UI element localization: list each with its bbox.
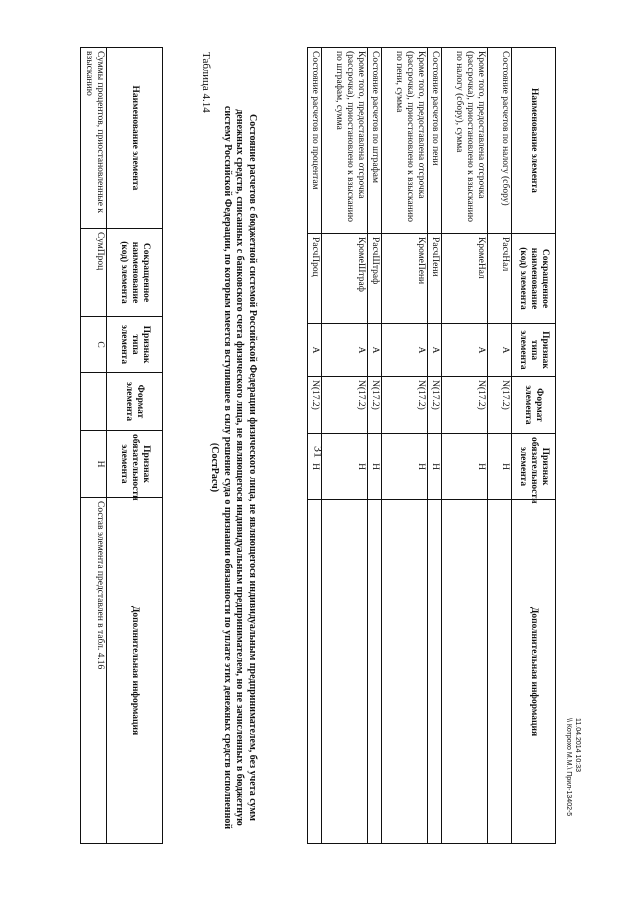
table-cell: Состояние расчетов по налогу (сбору) <box>488 48 512 234</box>
table-row <box>81 48 107 844</box>
table-main-header: Наименование элемента <box>512 48 556 234</box>
table-cell: А <box>382 324 428 377</box>
table-cell: РасчПроц <box>308 234 322 324</box>
table-cell: Н <box>368 434 382 500</box>
table-top-header: Наименование элемента <box>107 48 163 229</box>
table-row <box>368 48 382 844</box>
table-cell: Н <box>428 434 442 500</box>
table-cell: Состояние расчетов по штрафам <box>368 48 382 234</box>
table-row <box>308 48 322 844</box>
table-cell: КромеПени <box>382 234 428 324</box>
footer-file: \\ Котрохо М.М.\ Прил-13402-5 <box>565 718 572 817</box>
table-cell: Н <box>308 434 322 500</box>
table-top-header: Дополнительная информация <box>107 498 163 844</box>
table-cell <box>322 500 368 844</box>
table-cell: Н <box>442 434 488 500</box>
table-main-header: Формат элемента <box>512 377 556 434</box>
table-cell <box>382 500 428 844</box>
table-cell: А <box>308 324 322 377</box>
table-cell: N(17.2) <box>308 377 322 434</box>
table-cell <box>81 373 107 431</box>
table-row <box>322 48 368 844</box>
table-main-header: Сокращенное наименование (код) элемента <box>512 234 556 324</box>
table-cell: РасчНал <box>488 234 512 324</box>
table-cell: Суммы процентов, приостановленные к взысканию <box>81 48 107 229</box>
table-top-header: Формат элемента <box>107 373 163 431</box>
table-cell: РасчПени <box>428 234 442 324</box>
table-top-container <box>80 47 163 844</box>
table-main <box>307 47 556 844</box>
table-cell: А <box>368 324 382 377</box>
table-main-header: Дополнительная информация <box>512 500 556 844</box>
table-cell: Кроме того, предоставлена отсрочка (рассрочка), приостановлено к взысканию по пени, сумма <box>382 48 428 234</box>
table-cell: А <box>428 324 442 377</box>
table-cell: КромеШтраф <box>322 234 368 324</box>
table-cell <box>368 500 382 844</box>
footer-container <box>564 718 582 816</box>
table-cell: N(17.2) <box>368 377 382 434</box>
table-row <box>382 48 428 844</box>
table-cell: Н <box>81 431 107 498</box>
table-cell: Н <box>382 434 428 500</box>
table-cell: N(17.2) <box>428 377 442 434</box>
table-cell: N(17.2) <box>488 377 512 434</box>
table-top <box>80 47 163 844</box>
table-main-container <box>307 47 556 844</box>
table-cell: N(17.2) <box>442 377 488 434</box>
table-top-header: Сокращенное наименование (код) элемента <box>107 229 163 317</box>
table-cell: Состав элемента представлен в табл. 4.16 <box>81 498 107 844</box>
table-main-header: Признак обязательности элемента <box>512 434 556 500</box>
table-cell: А <box>442 324 488 377</box>
table-cell <box>442 500 488 844</box>
table-cell: N(17.2) <box>382 377 428 434</box>
table-cell: А <box>488 324 512 377</box>
table-cell <box>488 500 512 844</box>
table-cell <box>428 500 442 844</box>
table-main-header-row <box>512 48 556 844</box>
table-cell: Кроме того, предоставлена отсрочка (рассрочка), приостановлено к взысканию по штрафам, сумма <box>322 48 368 234</box>
table-cell: С <box>81 317 107 373</box>
table-number: Таблица 4.14 <box>200 52 212 113</box>
table-cell: КромеНал <box>442 234 488 324</box>
table-cell: Н <box>488 434 512 500</box>
table-cell <box>308 500 322 844</box>
table-cell: СумПроц <box>81 229 107 317</box>
table-cell: N(17.2) <box>322 377 368 434</box>
table-cell: Н <box>322 434 368 500</box>
page-number: 31 <box>311 446 326 458</box>
table-row <box>428 48 442 844</box>
table-row <box>488 48 512 844</box>
table-top-header: Признак типа элемента <box>107 317 163 373</box>
table-cell: Состояние расчетов по пени <box>428 48 442 234</box>
table-row <box>442 48 488 844</box>
table-cell: Кроме того, предоставлена отсрочка (рассрочка), приостановлено к взысканию по налогу (сбору), сумма <box>442 48 488 234</box>
table-main-header: Признак типа элемента <box>512 324 556 377</box>
table-top-header-row <box>107 48 163 844</box>
table-cell: РасчШтраф <box>368 234 382 324</box>
table-top-header: Признак обязательности элемента <box>107 431 163 498</box>
caption-container <box>208 95 258 840</box>
table-caption: Состояние расчетов с бюджетной системой Российской Федерации физического лица, не являющегося индивидуальным предпринимателем, без учета сумм денежных средств, списанных с банковского счета физического лица, не являющегося индивидуальным предпринимателем, но не зачисленных в бюджетную систему Российской Федерации, по которым имеется вступившее в силу решение суда о признании обязанности по уплате этих денежных средств исполненной (СостРасч) <box>209 105 258 830</box>
table-cell: Состояние расчетов по процентам <box>308 48 322 234</box>
footer-date: 11.04.2014 10:33 <box>574 718 581 772</box>
table-cell: А <box>322 324 368 377</box>
